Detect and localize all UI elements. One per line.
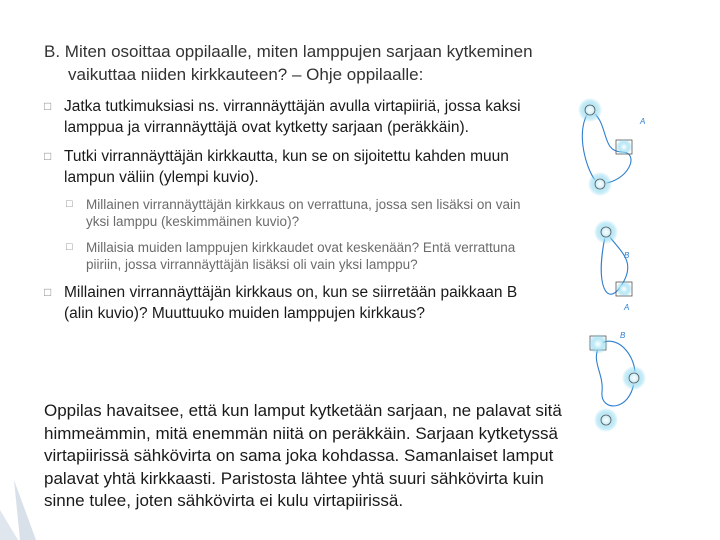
label-a-middle: A [624, 303, 630, 312]
lamp-icon [588, 172, 612, 196]
bullet-text: Tutki virrannäyttäjän kirkkautta, kun se on sijoitettu kahden muun lampun väliin (ylempi kuvio). [64, 148, 509, 186]
sub-bullet-item [64, 239, 544, 273]
bullet-item [44, 282, 544, 324]
lamp-icon [616, 281, 632, 297]
circuit-diagram [560, 92, 670, 452]
bullet-list [44, 96, 544, 332]
lamp-icon [616, 139, 632, 155]
square-bullet-icon: □ [44, 149, 52, 163]
lamp-icon [622, 366, 646, 390]
bullet-item [44, 146, 544, 188]
circuit-figure [560, 92, 670, 452]
square-bullet-icon: □ [66, 241, 73, 253]
circuit-bottom [588, 331, 646, 432]
label-a-top: A [640, 117, 646, 126]
bullet-item [44, 96, 544, 138]
lamp-icon [594, 408, 618, 432]
title-line-1: B. Miten osoittaa oppilaalle, miten lamppujen sarjaan kytkeminen [44, 42, 533, 61]
corner-decoration [0, 470, 36, 540]
conclusion-text: Oppilas havaitsee, että kun lamput kytketään sarjaan, ne palavat sitä himmeämmin, mitä enemmän niitä on peräkkäin. Sarjaan kytketyssä virtapiirissä sähkövirta on sama joka kohdassa. Samanlaiset lamput palavat yhtä kirkkaasti. Paristosta lähtee yhtä suuri sähkövirta kuin sinne tulee, joten sähkövirta ei kulu virtapiirissä. [44, 401, 562, 510]
square-bullet-icon: □ [44, 285, 52, 299]
sub-bullet-text: Millaisia muiden lamppujen kirkkaudet ovat keskenään? Entä verrattuna piiriin, jossa virrannäyttäjän lisäksi oli vain yksi lamppu? [86, 240, 516, 272]
lamp-icon [578, 98, 602, 122]
title-line-2: vaikuttaa niiden kirkkauteen? – Ohje oppilaalle: [68, 65, 424, 84]
slide-title [44, 40, 694, 86]
sub-bullet-text: Millainen virrannäyttäjän kirkkaus on verrattuna, jossa sen lisäksi on vain yksi lamppu (keskimmäinen kuvio)? [86, 197, 521, 229]
label-b-middle: B [624, 251, 630, 260]
bullet-text: Jatka tutkimuksiasi ns. virrannäyttäjän avulla virtapiiriä, jossa kaksi lamppua ja virrannäyttäjä ovat kytketty sarjaan (peräkkäin). [64, 98, 521, 136]
lamp-icon [594, 220, 618, 244]
circuit-middle [594, 220, 632, 312]
circuit-top [578, 98, 645, 196]
square-bullet-icon: □ [66, 198, 73, 210]
square-bullet-icon: □ [44, 99, 52, 113]
label-b-bottom: B [620, 331, 626, 340]
sub-bullet-item [64, 196, 544, 230]
bullet-text: Millainen virrannäyttäjän kirkkaus on, kun se siirretään paikkaan B (alin kuvio)? Muuttuuko muiden lamppujen kirkkaus? [64, 284, 518, 322]
lamp-icon [588, 334, 608, 354]
